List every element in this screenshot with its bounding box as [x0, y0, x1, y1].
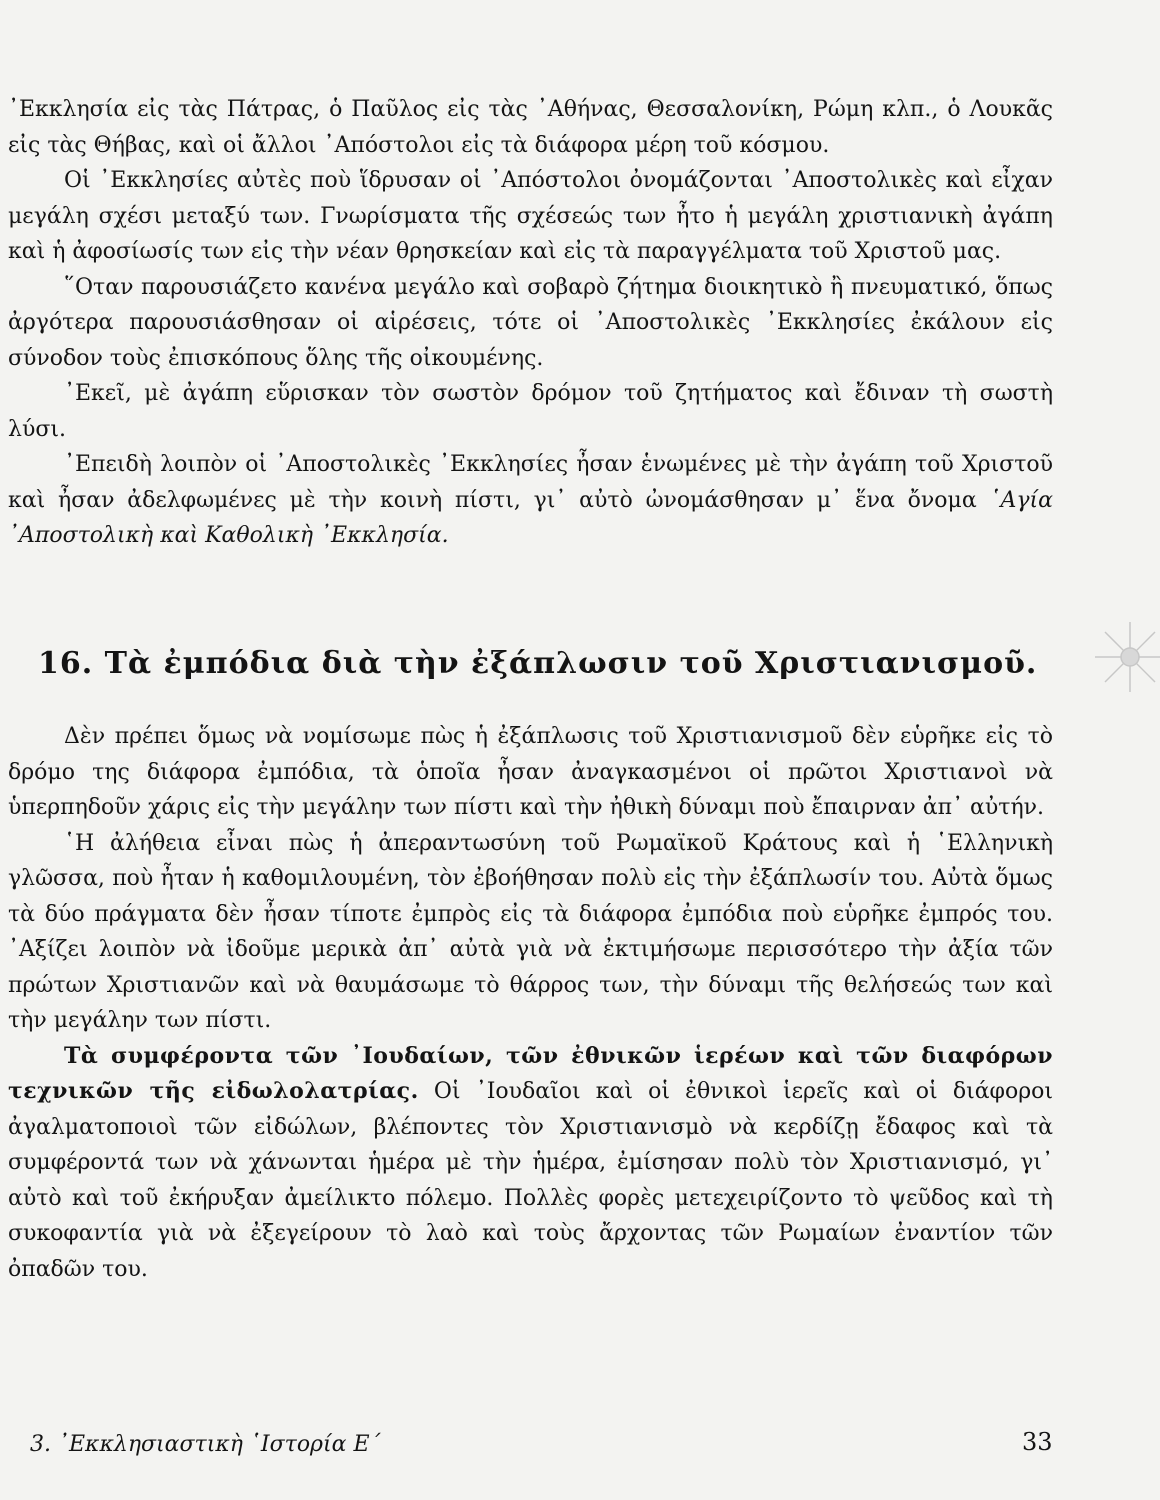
- footer-title: 3. ᾿Εκκλησιαστικὴ ῾Ιστορία Ε´: [30, 1432, 381, 1457]
- paragraph: ᾿Εκκλησία εἰς τὰς Πάτρας, ὁ Παῦλος εἰς τὰς ᾿Αθήνας, Θεσσαλονίκη, Ρώμη κλπ., ὁ Λουκᾶς εἰς τὰς Θήβας, καὶ οἱ ἄλλοι ᾿Απόστολοι εἰς τὰ διάφορα μέρη τοῦ κόσμου.: [8, 97, 1053, 158]
- paragraph: Οἱ ᾿Εκκλησίες αὐτὲς ποὺ ἵδρυσαν οἱ ᾿Απόστολοι ὀνομάζονται ᾿Αποστολικὲς καὶ εἶχαν μεγάλη σχέσι μεταξύ των. Γνωρίσματα τῆς σχέσεώς των ἦτο ἡ μεγάλη χριστιανικὴ ἀγάπη καὶ ἡ ἀφοσίωσίς των εἰς τὴν νέαν θρησκείαν καὶ εἰς τὰ παραγγέλματα τοῦ Χριστοῦ μας.: [8, 168, 1053, 264]
- top-text-block: [8, 92, 1053, 554]
- section-heading: 16. Τὰ ἐμπόδια διὰ τὴν ἐξάπλωσιν τοῦ Χριστιανισμοῦ.: [38, 646, 1038, 681]
- page-number: 33: [1022, 1428, 1053, 1456]
- paragraph: ῾Η ἀλήθεια εἶναι πὼς ἡ ἀπεραντωσύνη τοῦ Ρωμαϊκοῦ Κράτους καὶ ἡ ῾Ελληνικὴ γλῶσσα, ποὺ ἦταν ἡ καθομιλουμένη, τὸν ἐβοήθησαν πολὺ εἰς τὴν ἐξάπλωσίν του. Αὐτὰ ὅμως τὰ δύο πράγματα δὲν ἦσαν τίποτε ἐμπρὸς εἰς τὰ διάφορα ἐμπόδια ποὺ εὑρῆκε ἐμπρός του. ᾿Αξίζει λοιπὸν νὰ ἰδοῦμε μερικὰ ἀπ᾿ αὐτὰ γιὰ νὰ ἐκτιμήσωμε περισσότερο τὴν ἀξία τῶν πρώτων Χριστιανῶν καὶ νὰ θαυμάσωμε τὸ θάρρος των, τὴν δύναμι τῆς θελήσεώς των καὶ τὴν μεγάλην των πίστι.: [8, 830, 1053, 1033]
- star-stain-icon: [1085, 612, 1160, 702]
- paragraph: [8, 1039, 1053, 1288]
- italic-phrase: ῾Αγία ᾿Αποστολικὴ καὶ Καθολικὴ ᾿Εκκλησία.: [8, 487, 1053, 548]
- paragraph: ῞Οταν παρουσιάζετο κανένα μεγάλο καὶ σοβαρὸ ζήτημα διοικητικὸ ἢ πνευματικό, ὅπως ἀργότερα παρουσιάσθησαν οἱ αἱρέσεις, τότε οἱ ᾿Αποστολικὲς ᾿Εκκλησίες ἐκάλουν εἰς σύνοδον τοὺς ἐπισκόπους ὅλης τῆς οἰκουμένης.: [8, 274, 1053, 371]
- paragraph-text: ᾿Επειδὴ λοιπὸν οἱ ᾿Αποστολικὲς ᾿Εκκλησίες ἦσαν ἑνωμένες μὲ τὴν ἀγάπη τοῦ Χριστοῦ καὶ ἦσαν ἀδελφωμένες μὲ τὴν κοινὴ πίστι, γι᾿ αὐτὸ ὠνομάσθησαν μ᾿ ἕνα ὄνομα: [8, 452, 1053, 513]
- paragraph-text: Οἱ ᾿Ιουδαῖοι καὶ οἱ ἐθνικοὶ ἱερεῖς καὶ οἱ διάφοροι ἀγαλματοποιοὶ τῶν εἰδώλων, βλέποντες τὸν Χριστιανισμὸ νὰ κερδίζῃ ἔδαφος καὶ τὰ συμφέροντά των νὰ χάνωνται ἡμέρα μὲ τὴν ἡμέρα, ἐμίσησαν πολὺ τὸν Χριστιανισμό, γι᾿ αὐτὸ καὶ τοῦ ἐκήρυξαν ἀμείλικτο πόλεμο. Πολλὲς φορὲς μετεχειρίζοντο τὸ ψεῦδος καὶ τὴ συκοφαντία γιὰ νὰ ἐξεγείρουν τὸ λαὸ καὶ τοὺς ἄρχοντας τῶν Ρωμαίων ἐναντίον τῶν ὀπαδῶν του.: [8, 1079, 1054, 1282]
- paragraph: Δὲν πρέπει ὅμως νὰ νομίσωμε πὼς ἡ ἐξάπλωσις τοῦ Χριστιανισμοῦ δὲν εὑρῆκε εἰς τὸ δρόμο της διάφορα ἐμπόδια, τὰ ὁποῖα ἦσαν ἀναγκασμένοι οἱ πρῶτοι Χριστιανοὶ νὰ ὑπερπηδοῦν χάρις εἰς τὴν μεγάλην των πίστι καὶ τὴν ἠθικὴ δύναμι ποὺ ἔπαιρναν ἀπ᾿ αὐτήν.: [8, 724, 1053, 820]
- paragraph: [8, 447, 1053, 554]
- bold-subheading: Τὰ συμφέροντα τῶν ᾿Ιουδαίων, τῶν ἐθνικῶν ἱερέων καὶ τῶν διαφόρων τεχνικῶν τῆς εἰδωλολατρίας.: [8, 1042, 1053, 1104]
- paragraph: ᾿Εκεῖ, μὲ ἀγάπη εὕρισκαν τὸν σωστὸν δρόμον τοῦ ζητήματος καὶ ἔδιναν τὴ σωστὴ λύσι.: [8, 381, 1053, 442]
- body-text-block: [8, 719, 1053, 1287]
